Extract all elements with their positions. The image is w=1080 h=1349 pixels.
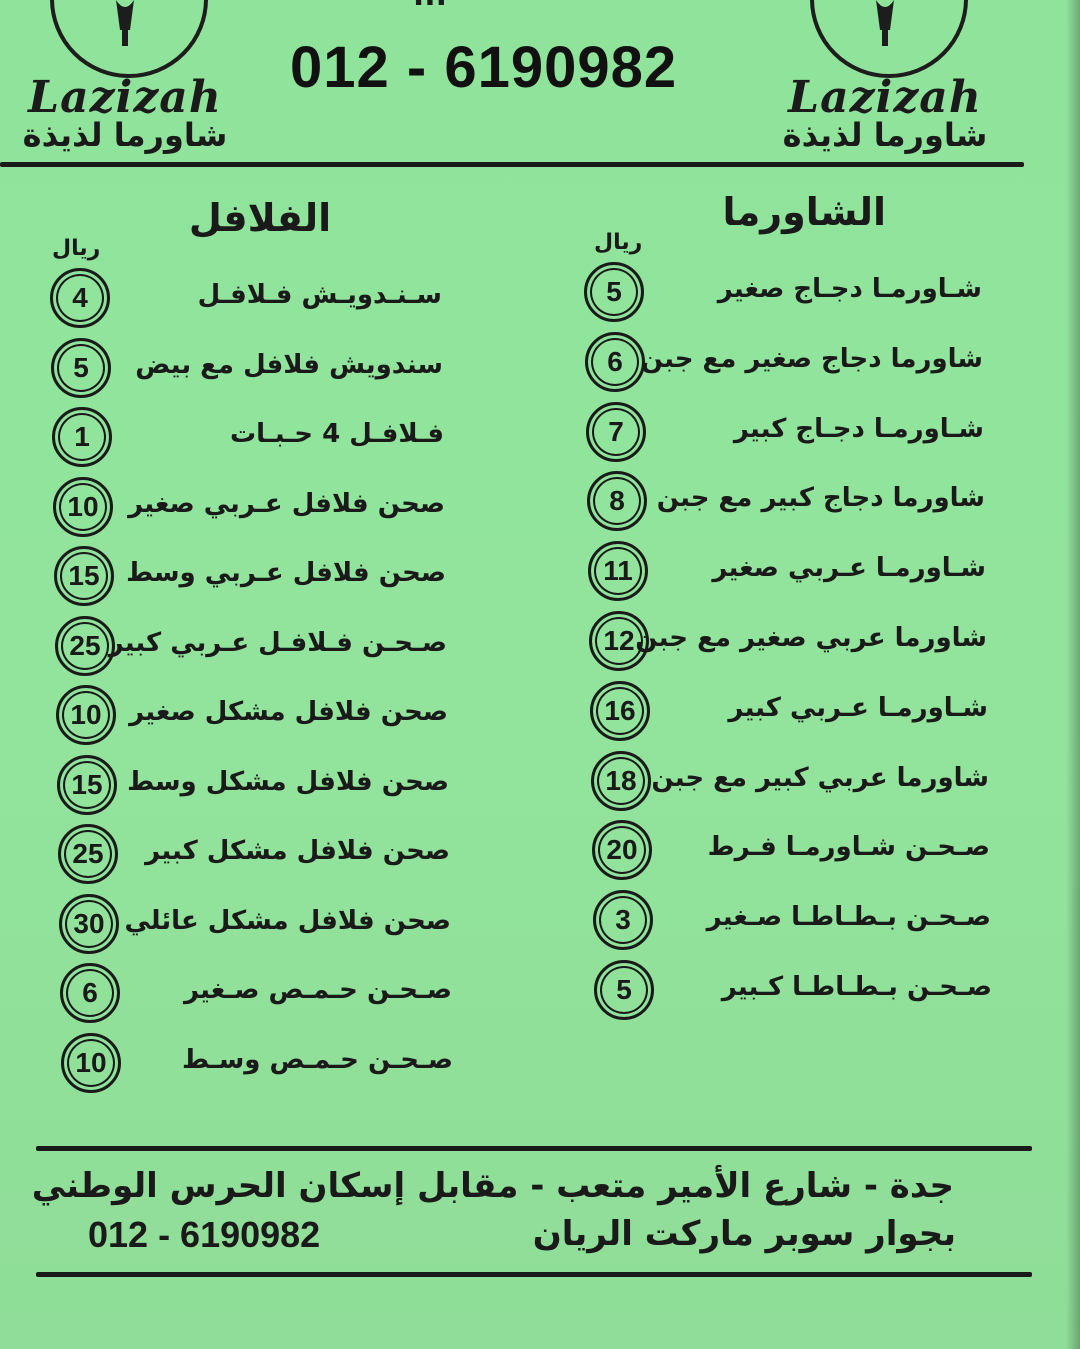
menu-item [592, 820, 990, 880]
item-name: صـحـن حـمـص وسـط [181, 1044, 453, 1075]
price-circle: 5 [51, 338, 111, 398]
menu-item [53, 477, 445, 537]
price-circle: 10 [56, 685, 116, 745]
price-circle: 25 [55, 616, 115, 676]
menu-item [57, 755, 449, 815]
price-circle: 6 [60, 963, 120, 1023]
menu-item [590, 681, 988, 741]
item-name: فـلافـل 4 حـبـات [230, 419, 444, 449]
item-name: سندويش فلافل مع بيض [135, 349, 443, 380]
item-name: صحن فلافل مشكل كبير [145, 836, 450, 866]
item-name: شـاورمـا عـربي صغير [712, 553, 986, 584]
price-circle: 15 [57, 755, 117, 815]
footer-divider-top [36, 1146, 1032, 1151]
item-name: صحن فلافل عـربي وسط [126, 558, 446, 588]
footer-address-line2: بجوار سوبر ماركت الريان [532, 1214, 956, 1254]
price-circle: 7 [586, 402, 646, 462]
price-circle: 12 [589, 611, 649, 671]
price-circle: 20 [592, 820, 652, 880]
menu-item [59, 894, 451, 954]
logo-right [770, 0, 1000, 160]
cropped-top-text [260, 0, 600, 13]
item-name: شاورما دجاج صغير مع جبن [640, 343, 983, 374]
torch-icon [870, 0, 900, 46]
footer-divider-bottom [36, 1272, 1032, 1277]
price-circle: 4 [50, 268, 110, 328]
menu-item [56, 685, 448, 745]
torch-icon [110, 0, 140, 46]
price-circle: 1 [52, 407, 112, 467]
menu-item [58, 824, 450, 884]
price-circle: 3 [593, 890, 653, 950]
menu-item [55, 616, 447, 676]
menu-item [586, 402, 984, 462]
menu-item [51, 338, 443, 398]
logo-brand-arabic: شاورما لذيذة [22, 116, 228, 154]
menu-item [585, 332, 983, 392]
menu-item [61, 1033, 453, 1093]
price-circle: 5 [584, 262, 644, 322]
item-name: سـنـدويـش فـلافـل [197, 280, 442, 310]
menu-item [593, 890, 991, 950]
price-circle: 5 [594, 960, 654, 1020]
logo-left [10, 0, 240, 160]
shawarma-title: الشاورما [722, 190, 886, 234]
price-circle: 25 [58, 824, 118, 884]
header-phone: 012 - 6190982 [290, 35, 678, 100]
item-name: صحن فلافل مشكل صغير [129, 697, 448, 727]
menu-item [594, 960, 992, 1020]
shawarma-unit: ريال [594, 230, 643, 255]
price-circle: 16 [590, 681, 650, 741]
falafel-title: الفلافل [188, 196, 332, 240]
item-name: صحن فلافل مشكل وسط [127, 766, 449, 797]
item-name: شاورما عربي كبير مع جبن [651, 762, 989, 793]
item-name: صحن فلافل عـربي صغير [128, 488, 445, 519]
menu-item [591, 751, 989, 811]
item-name: شـاورمـا دجـاج كبير [733, 413, 984, 444]
price-circle: 15 [54, 546, 114, 606]
price-circle: 10 [61, 1033, 121, 1093]
paper-shadow-edge [1066, 0, 1080, 1349]
item-name: صـحـن بـطـاطـا كـبير [721, 972, 992, 1002]
price-circle: 8 [587, 471, 647, 531]
logo-brand: Lazizah [788, 72, 982, 123]
price-circle: 11 [588, 541, 648, 601]
menu-item [52, 407, 444, 467]
menu-item [589, 611, 987, 671]
price-circle: 18 [591, 751, 651, 811]
menu-item [60, 963, 452, 1023]
menu-item [50, 268, 442, 328]
price-circle: 30 [59, 894, 119, 954]
menu-item [54, 546, 446, 606]
item-name: صـحـن شـاورمـا فـرط [707, 832, 990, 863]
item-name: شاورما عربي صغير مع جبن [635, 623, 987, 653]
item-name: شاورما دجاج كبير مع جبن [656, 483, 985, 514]
price-circle: 6 [585, 332, 645, 392]
footer-phone: 012 - 6190982 [88, 1214, 321, 1255]
menu-item [584, 262, 982, 322]
item-name: صحن فلافل مشكل عائلي [124, 905, 451, 936]
item-name: شـاورمـا عـربي كبير [728, 692, 988, 723]
menu-item [587, 471, 985, 531]
item-name: صـحـن بـطـاطـا صـغير [706, 902, 991, 933]
item-name: شـاورمـا دجـاج صغير [717, 274, 982, 304]
falafel-unit: ريال [52, 236, 101, 261]
footer-address-line1: جدة - شارع الأمير متعب - مقابل إسكان الحرس الوطني [31, 1166, 954, 1206]
item-name: صـحـن فـلافـل عـربي كبير [108, 627, 447, 658]
price-circle: 10 [53, 477, 113, 537]
logo-brand-arabic: شاورما لذيذة [782, 116, 988, 154]
logo-brand: Lazizah [28, 72, 222, 123]
item-name: صـحـن حـمـص صـغير [183, 975, 452, 1005]
menu-item [588, 541, 986, 601]
header-divider [0, 162, 1024, 167]
